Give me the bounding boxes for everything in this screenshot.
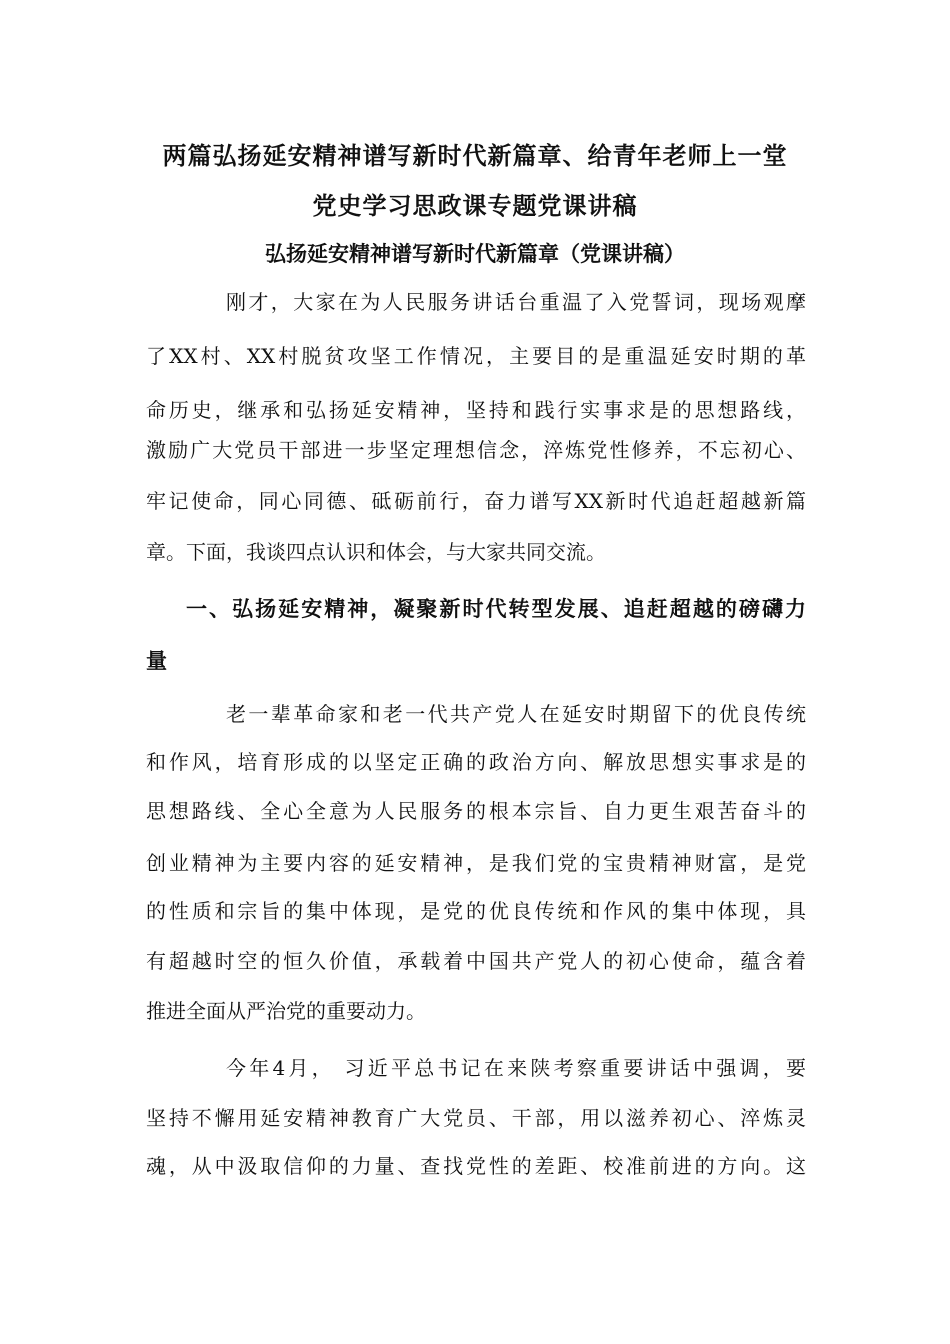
document-title-line-2: 党史学习思政课专题党课讲稿 [312,191,638,220]
paragraph-1-line-3: 命历史，继承和弘扬延安精神，坚持和践行实事求是的思想路线， [146,398,806,422]
paragraph-1-line-2: 了XX村、XX村脱贫攻坚工作情况，主要目的是重温延安时期的革 [146,344,806,368]
paragraph-3-line-1: 今年4月， 习近平总书记在来陕考察重要讲话中强调，要 [226,1056,806,1080]
paragraph-1-line-5: 牢记使命，同心同德、砥砺前行，奋力谱写XX新时代追赶超越新篇 [146,489,806,513]
paragraph-1-line-6: 章。下面，我谈四点认识和体会，与大家共同交流。 [146,540,606,564]
paragraph-1-line-1: 刚才，大家在为人民服务讲话台重温了入党誓词，现场观摩 [226,290,806,314]
paragraph-2-line-2: 和作风，培育形成的以坚定正确的政治方向、解放思想实事求是的 [146,750,806,774]
paragraph-2-line-5: 的性质和宗旨的集中体现，是党的优良传统和作风的集中体现，具 [146,899,806,923]
paragraph-3-line-3: 魂，从中汲取信仰的力量、查找党性的差距、校准前进的方向。这 [146,1154,806,1178]
section-heading-1-line-2: 量 [146,648,167,673]
paragraph-1-line-4: 激励广大党员干部进一步坚定理想信念，淬炼党性修养，不忘初心、 [146,438,806,462]
paragraph-2-line-3: 思想路线、全心全意为人民服务的根本宗旨、自力更生艰苦奋斗的 [146,799,806,823]
paragraph-2-line-4: 创业精神为主要内容的延安精神，是我们党的宝贵精神财富，是党 [146,851,806,875]
document-subtitle: 弘扬延安精神谱写新时代新篇章（党课讲稿） [265,241,685,266]
paragraph-2-line-6: 有超越时空的恒久价值，承载着中国共产党人的初心使命，蕴含着 [146,949,806,973]
document-title-line-1: 两篇弘扬延安精神谱写新时代新篇章、给青年老师上一堂 [162,141,788,170]
paragraph-3-line-2: 坚持不懈用延安精神教育广大党员、干部，用以滋养初心、淬炼灵 [146,1106,806,1130]
section-heading-1-line-1: 一、弘扬延安精神，凝聚新时代转型发展、追赶超越的磅礴力 [186,596,806,621]
paragraph-2-line-7: 推进全面从严治党的重要动力。 [146,999,426,1023]
paragraph-2-line-1: 老一辈革命家和老一代共产党人在延安时期留下的优良传统 [226,702,806,726]
